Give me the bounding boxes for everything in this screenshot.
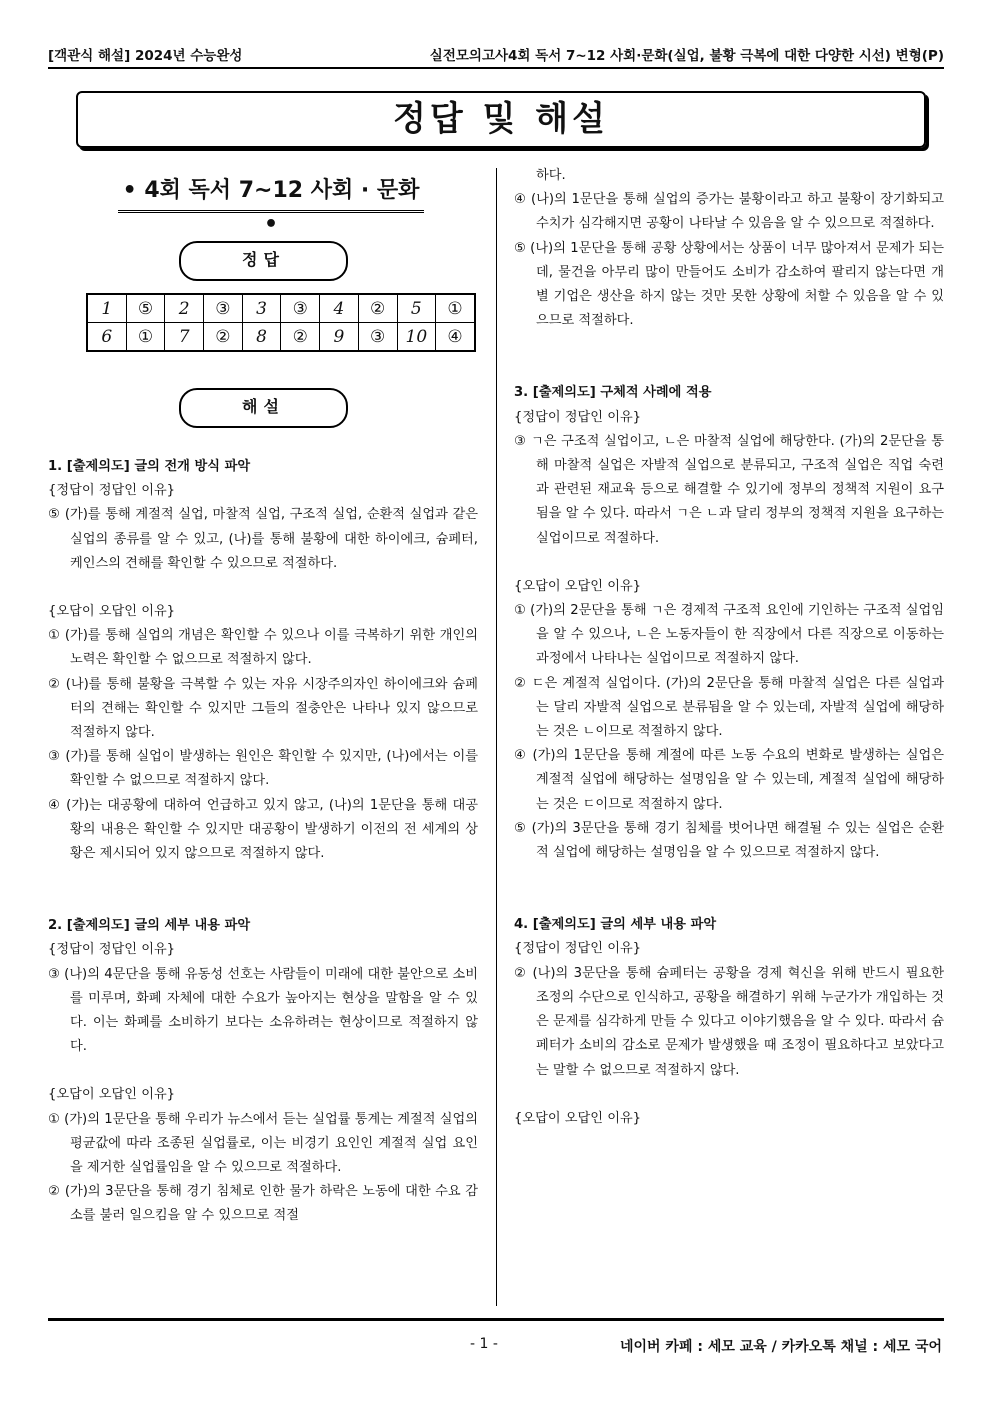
question-number: 2	[165, 294, 204, 323]
footer-channels: 네이버 카페 : 세모 교육 / 카카오톡 채널 : 세모 국어	[619, 1339, 942, 1355]
section-title: • 4회 독서 7~12 사회 · 문화 •	[118, 174, 424, 213]
q3-wrong-4: ④ (가)의 1문단을 통해 계절에 따른 노동 수요의 변화로 발생하는 실업은 계절적 실업에 해당하는 설명임을 알 수 있는데, 계절적 실업에 해당하는 것은 ㄷ이므로 적절하지 않다.	[514, 748, 944, 812]
header-right: 실전모의고사4회 독서 7~12 사회·문화(실업, 불황 극복에 대한 다양한 시선) 변형(P)	[429, 48, 944, 64]
answer-row	[87, 323, 475, 352]
explain-pill: 해설	[179, 388, 348, 428]
q1-wrong-4: ④ (가)는 대공황에 대하여 언급하고 있지 않고, (나)의 1문단을 통해 대공황의 내용은 확인할 수 있지만 대공황이 발생하기 이전의 전 세계의 상황은 제시되어 있지 않으므로 적절하지 않다.	[48, 797, 478, 862]
wrong-reason-label: {오답이 오답인 이유}	[514, 578, 642, 594]
q1-wrong-2: ② (나)를 통해 불황을 극복할 수 있는 자유 시장주의자인 하이에크와 슘페터의 견해는 확인할 수 있지만 그들의 절충안은 나타나 있지 않으므로 적절하지 않다.	[48, 676, 478, 741]
page-number: - 1 -	[470, 1336, 498, 1352]
question-number: 8	[242, 323, 281, 352]
correct-reason-label: {정답이 정답인 이유}	[514, 409, 642, 425]
right-column	[514, 164, 944, 1131]
answer-choice: ②	[281, 323, 320, 352]
q2-correct-explanation: ③ (나)의 4문단을 통해 유동성 선호는 사람들이 미래에 대한 불안으로 소비를 미루며, 화폐 자체에 대한 수요가 높아지는 현상을 말함을 알 수 있다. 이는 화폐를 소비하기 보다는 소유하려는 현상이므로 적절하지 않다.	[48, 966, 478, 1055]
q3-wrong-2: ② ㄷ은 계절적 실업이다. (가)의 2문단을 통해 마찰적 실업은 다른 실업과는 달리 자발적 실업으로 분류됨을 알 수 있는데, 자발적 실업에 해당하는 것은 ㄴ이므로 적절하지 않다.	[514, 675, 944, 740]
answer-choice: ③	[281, 294, 320, 323]
answer-choice: ②	[204, 323, 243, 352]
answer-choice: ②	[358, 294, 397, 323]
column-divider	[496, 168, 497, 1306]
left-column	[48, 455, 478, 1229]
q3-wrong-1: ① (가)의 2문단을 통해 ㄱ은 경제적 구조적 요인에 기인하는 구조적 실업임을 알 수 있으나, ㄴ은 노동자들이 한 직장에서 다른 직장으로 이동하는 과정에서 나타나는 실업이므로 적절하지 않다.	[514, 603, 944, 667]
q3-wrong-5: ⑤ (가)의 3문단을 통해 경기 침체를 벗어나면 해결될 수 있는 실업은 순환적 실업에 해당하는 설명임을 알 수 있으므로 적절하지 않다.	[514, 820, 944, 861]
correct-reason-label: {정답이 정답인 이유}	[48, 942, 176, 958]
question-number: 10	[397, 323, 436, 352]
answer-choice: ③	[358, 323, 397, 352]
wrong-reason-label: {오답이 오답인 이유}	[48, 1087, 176, 1103]
wrong-reason-label: {오답이 오답인 이유}	[514, 1110, 642, 1126]
answer-choice: ①	[436, 294, 475, 323]
answer-table	[86, 293, 476, 352]
q4-correct-explanation: ② (나)의 3문단을 통해 슘페터는 공황을 경제 혁신을 위해 반드시 필요한 조정의 수단으로 인식하고, 공황을 해결하기 위해 누군가가 개입하는 것은 문제를 심각하게 만들 수 있다고 이야기했음을 알 수 있다. 따라서 슘페터가 소비의 감소로 문제가 발생했을 때 조정이 필요하다고 보았다고는 말할 수 없으므로 적절하지 않다.	[514, 965, 944, 1078]
q1-wrong-3: ③ (가)를 통해 실업이 발생하는 원인은 확인할 수 있지만, (나)에서는 이를 확인할 수 없으므로 적절하지 않다.	[48, 749, 478, 789]
continued-text: 하다.	[536, 168, 566, 183]
correct-reason-label: {정답이 정답인 이유}	[48, 483, 176, 499]
question-number: 9	[320, 323, 359, 352]
q3-correct-explanation: ③ ㄱ은 구조적 실업이고, ㄴ은 마찰적 실업에 해당한다. (가)의 2문단을 통해 마찰적 실업은 자발적 실업으로 분류되고, 구조적 실업은 직업 숙련과 관련된 재교육 등으로 해결할 수 있기에 정부의 정책적 지원이 요구됨을 알 수 있다. 따라서 ㄱ은 ㄴ과 달리 정부의 정책적 지원을 요구하는 실업이므로 적절하다.	[514, 433, 944, 546]
q2-wrong-4: ④ (나)의 1문단을 통해 실업의 증가는 불황이라고 하고 불황이 장기화되고 수치가 심각해지면 공황이 나타날 수 있음을 알 수 있으므로 적절하다.	[514, 192, 944, 232]
question-number: 5	[397, 294, 436, 323]
q2-wrong-2: ② (가)의 3문단을 통해 경기 침체로 인한 물가 하락은 노동에 대한 수요 감소를 불러 일으킴을 알 수 있으므로 적절	[48, 1184, 478, 1224]
question-number: 6	[87, 323, 126, 352]
answer-row	[87, 294, 475, 323]
answer-pill: 정답	[179, 241, 348, 281]
correct-reason-label: {정답이 정답인 이유}	[514, 941, 642, 957]
answer-choice: ④	[436, 323, 475, 352]
question-number: 1	[87, 294, 126, 323]
page-title: 정답 및 해설	[76, 91, 926, 148]
footer-rule	[48, 1318, 944, 1321]
answer-choice: ①	[126, 323, 165, 352]
q2-wrong-5: ⑤ (나)의 1문단을 통해 공황 상황에서는 상품이 너무 많아져서 문제가 되는데, 물건을 아무리 많이 만들어도 소비가 감소하여 팔리지 않는다면 개별 기업은 생산을 하지 않는 것만 못한 상황에 처할 수 있음을 알 수 있으므로 적절하다.	[514, 240, 944, 329]
question-number: 4	[320, 294, 359, 323]
q1-wrong-1: ① (가)를 통해 실업의 개념은 확인할 수 있으나 이를 극복하기 위한 개인의 노력은 확인할 수 없으므로 적절하지 않다.	[48, 628, 478, 668]
question-3-title: 3. [출제의도] 구체적 사례에 적용	[514, 385, 712, 401]
answer-choice: ③	[204, 294, 243, 323]
header-rule	[48, 67, 944, 69]
question-4-title: 4. [출제의도] 글의 세부 내용 파악	[514, 917, 717, 933]
question-number: 3	[242, 294, 281, 323]
page-header	[48, 44, 944, 64]
wrong-reason-label: {오답이 오답인 이유}	[48, 604, 176, 620]
question-number: 7	[165, 323, 204, 352]
q2-wrong-1: ① (가)의 1문단을 통해 우리가 뉴스에서 듣는 실업률 통계는 계절적 실업의 평균값에 따라 조종된 실업률로, 이는 비경기 요인인 계절적 실업 요인을 제거한 실업률임을 알 수 있으므로 적절하다.	[48, 1111, 478, 1176]
answer-choice: ⑤	[126, 294, 165, 323]
header-left: [객관식 해설] 2024년 수능완성	[48, 48, 243, 64]
question-2-title: 2. [출제의도] 글의 세부 내용 파악	[48, 918, 251, 934]
q1-correct-explanation: ⑤ (가)를 통해 계절적 실업, 마찰적 실업, 구조적 실업, 순환적 실업과 같은 실업의 종류를 알 수 있고, (나)를 통해 불황에 대한 하이에크, 슘페터, 케인스의 견해를 확인할 수 있으므로 적절하다.	[48, 507, 478, 571]
question-1-title: 1. [출제의도] 글의 전개 방식 파악	[48, 459, 251, 474]
